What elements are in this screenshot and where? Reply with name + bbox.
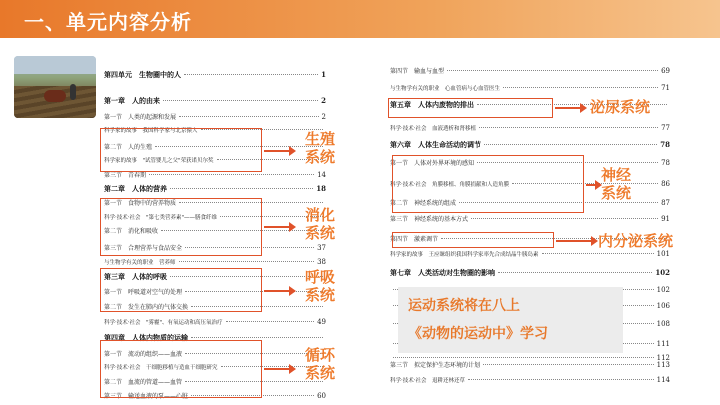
toc-page-number: 112: [656, 354, 670, 362]
toc-page-number: 113: [656, 361, 670, 369]
toc-entry-title: 第五章 人体内废物的排出: [390, 100, 474, 109]
toc-page-number: 102: [656, 286, 670, 294]
toc-entry-title: 第一节 呼吸道对空气的处理: [104, 289, 183, 296]
toc-entry-title: 第四节 激素调节: [390, 236, 439, 243]
circulation-system-label: 循环 系统: [304, 346, 335, 382]
toc-leader-dots: [226, 321, 315, 322]
toc-page-number: 60: [317, 392, 326, 400]
toc-entry: [104, 96, 326, 106]
toc-leader-dots: [149, 174, 314, 175]
toc-page-number: 14: [317, 171, 326, 179]
toc-entry-title: 第二节 发生在肺内的气体交换: [104, 304, 189, 311]
urinary-highlight-box: [388, 98, 553, 118]
toc-page-number: 38: [317, 258, 326, 266]
toc-page-number: 87: [661, 199, 670, 207]
toc-entry-title: 第三节 拟定保护生态环境的计划: [390, 362, 481, 369]
toc-entry: [390, 376, 670, 384]
toc-entry: [104, 184, 326, 194]
toc-page-number: 78: [660, 140, 670, 149]
toc-leader-dots: [471, 218, 658, 219]
farming-photo: [14, 56, 96, 118]
header-bar: [0, 0, 720, 38]
toc-entry-title: 科学家的故事 我国科学家与北京猿人: [104, 128, 198, 134]
toc-entry-title: 第四单元 生物圈中的人: [104, 70, 181, 79]
toc-page-number: 111: [656, 340, 670, 348]
toc-leader-dots: [393, 357, 654, 358]
toc-entry-title: 第三节 合理营养与食品安全: [104, 245, 183, 252]
circulation-arrow: [264, 368, 290, 370]
reproduction-system-label: 生殖 系统: [304, 130, 335, 166]
toc-entry-title: 第三节 神经系统的基本方式: [390, 216, 469, 223]
toc-page-number: 2: [321, 113, 326, 121]
toc-entry-title: 第二节 消化和吸收: [104, 228, 159, 235]
respiration-system-label: 呼吸 系统: [304, 268, 335, 304]
toc-leader-dots: [179, 116, 319, 117]
toc-entry: [390, 124, 670, 132]
note-box: [398, 287, 623, 353]
toc-entry: [390, 84, 670, 92]
toc-entry: [104, 70, 326, 80]
toc-entry-title: 第二节 血流的管道——血管: [104, 379, 183, 386]
toc-entry-title: 科学·技术·社会 干细胞移植与造血干细胞研究: [104, 365, 218, 371]
toc-page-number: 102: [655, 268, 670, 277]
toc-entry: [390, 268, 670, 278]
nervous-system-label: 神经 系统: [600, 166, 631, 202]
toc-page-number: 18: [316, 184, 326, 193]
toc-entry-title: 第一节 人体对外界环境的感知: [390, 160, 475, 167]
toc-entry-title: 第六章 人体生命活动的调节: [390, 140, 481, 149]
toc-page-number: 49: [317, 318, 326, 326]
toc-entry-title: 第二章 人体的营养: [104, 184, 167, 193]
digestion-highlight-box: [100, 198, 262, 256]
toc-entry: [390, 360, 670, 369]
toc-leader-dots: [483, 364, 654, 365]
toc-entry-title: 第三节 输送血液的泵——心脏: [104, 393, 189, 400]
toc-entry-title: 科学·技术·社会 "第七类营养素"——膳食纤维: [104, 215, 218, 221]
toc-leader-dots: [542, 253, 654, 254]
toc-entry-title: 第一节 流动的组织——血液: [104, 351, 183, 358]
toc-page-number: 71: [661, 84, 670, 92]
page-title: 一、单元内容分析: [24, 10, 192, 34]
toc-entry: [390, 66, 670, 75]
toc-page-number: 114: [656, 376, 670, 384]
toc-entry-title: 科学·技术·社会 "雾霾"、有氧运动和高压氧治疗: [104, 320, 223, 326]
toc-entry-title: 第一节 人类的起源和发展: [104, 114, 177, 121]
toc-page-number: 77: [661, 124, 670, 132]
toc-leader-dots: [468, 379, 654, 380]
toc-page-number: 91: [661, 215, 670, 223]
toc-leader-dots: [503, 87, 658, 88]
toc-entry-title: 与生物学有关的职业 心血管病与心血管医生: [390, 86, 501, 92]
toc-page-number: 108: [656, 320, 670, 328]
toc-leader-dots: [163, 100, 318, 101]
toc-leader-dots: [184, 74, 318, 75]
toc-entry: [104, 258, 326, 266]
toc-entry: [104, 318, 326, 326]
urinary-system-label: 泌尿系统: [590, 98, 651, 116]
endocrine-arrow: [556, 240, 592, 242]
respiration-arrow: [264, 290, 290, 292]
toc-entry: [390, 214, 670, 223]
toc-leader-dots: [447, 70, 658, 71]
note-line-2: 《动物的运动中》学习: [408, 326, 548, 342]
toc-entry-title: 与生物学有关的职业 营养师: [104, 260, 176, 266]
toc-leader-dots: [179, 261, 315, 262]
reproduction-arrow: [264, 150, 290, 152]
toc-page-number: 101: [656, 250, 670, 258]
toc-entry-title: 第四节 输血与血型: [390, 68, 445, 75]
nervous-highlight-box: [392, 155, 584, 213]
toc-entry-title: 第四章 人体内物质的运输: [104, 333, 188, 342]
toc-entry-title: 第七章 人类活动对生物圈的影响: [390, 268, 495, 277]
toc-page-number: 106: [656, 302, 670, 310]
toc-entry-title: 第三节 青春期: [104, 172, 147, 179]
toc-page-number: 2: [321, 96, 326, 105]
nervous-arrow: [586, 184, 596, 186]
respiration-highlight-box: [100, 268, 262, 312]
toc-leader-dots: [479, 127, 658, 128]
toc-page-number: 78: [661, 159, 670, 167]
toc-entry: [390, 250, 670, 258]
toc-page-number: 1: [321, 70, 326, 79]
toc-entry: [104, 112, 326, 121]
digestion-arrow: [264, 226, 290, 228]
toc-leader-dots: [170, 188, 313, 189]
toc-entry-title: 科学家的故事 王应睐组织我国科学家率先合成结晶牛胰岛素: [390, 252, 539, 258]
toc-entry-title: 第一节 食物中的营养物质: [104, 200, 177, 207]
toc-entry-title: 科学家的故事 "试管婴儿之父"荣获诺贝尔奖: [104, 158, 214, 164]
toc-leader-dots: [484, 144, 657, 145]
toc-entry-title: 第一章 人的由来: [104, 96, 160, 105]
toc-entry-title: 科学·技术·社会 血液透析和肾移植: [390, 126, 476, 132]
toc-entry-title: 第三章 人体的呼吸: [104, 272, 167, 281]
digestion-system-label: 消化 系统: [304, 206, 335, 242]
toc-leader-dots: [498, 272, 652, 273]
toc-entry-title: 第二节 人的生殖: [104, 144, 153, 151]
endocrine-system-label: 内分泌系统: [598, 232, 674, 250]
circulation-highlight-box: [100, 340, 262, 398]
toc-entry-title: 科学·技术·社会 退耕还林还草: [390, 378, 465, 384]
toc-entry-title: 科学·技术·社会 角膜移植、角膜捐献和人造角膜: [390, 182, 509, 188]
toc-page-number: 69: [661, 67, 670, 75]
toc-leader-dots: [191, 337, 323, 338]
toc-page-number: 37: [317, 244, 326, 252]
reproduction-highlight-box: [100, 128, 262, 172]
toc-page-number: 86: [661, 180, 670, 188]
endocrine-highlight-box: [392, 232, 554, 248]
toc-entry: [390, 140, 670, 150]
urinary-arrow: [555, 107, 581, 109]
note-line-1: 运动系统将在八上: [408, 298, 520, 314]
toc-entry-title: 第二节 神经系统的组成: [390, 200, 457, 207]
